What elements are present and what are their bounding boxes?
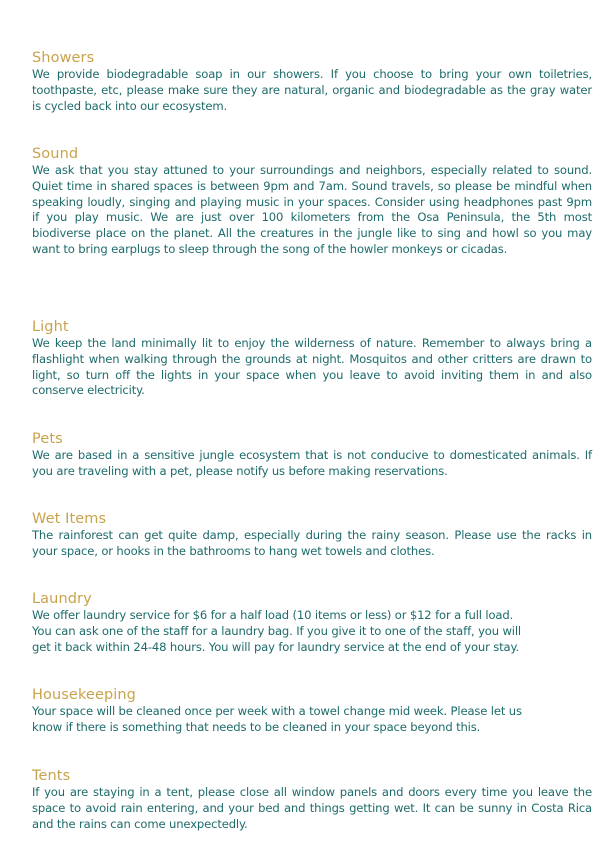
section-showers: [32, 50, 592, 114]
section-body-light: We keep the land minimally lit to enjoy the wilderness of nature. Remember to always bring a flashlight when walking through the grounds at night. Mosquitos and other critters are drawn to light, so turn off the lights in your space when you leave to avoid inviting them in and also conserve electricity.: [32, 336, 592, 398]
laundry-line: get it back within 24-48 hours. You will pay for laundry service at the end of your stay.: [32, 639, 520, 654]
section-body-pets: We are based in a sensitive jungle ecosystem that is not conducive to domesticated animals. If you are traveling with a pet, please notify us before making reservations.: [32, 448, 592, 478]
laundry-line: We offer laundry service for $6 for a half load (10 items or less) or $12 for a full load.: [32, 608, 514, 622]
section-title-light: Light: [32, 319, 69, 335]
housekeeping-line: know if there is something that needs to be cleaned in your space beyond this.: [32, 719, 481, 734]
section-title-tents: Tents: [32, 768, 71, 784]
section-title-wet-items: Wet Items: [32, 511, 107, 527]
section-title-housekeeping: Housekeeping: [32, 687, 136, 703]
section-title-laundry: Laundry: [32, 591, 92, 607]
section-pets: [32, 431, 592, 480]
laundry-line: You can ask one of the staff for a laundry bag. If you give it to one of the staff, you will: [32, 623, 521, 638]
section-body-showers: We provide biodegradable soap in our showers. If you choose to bring your own toiletries, toothpaste, etc, please make sure they are natural, organic and biodegradable as the gray water is cycled back into our ecosystem.: [32, 67, 592, 113]
section-body-sound: We ask that you stay attuned to your surroundings and neighbors, especially related to sound. Quiet time in shared spaces is between 9pm and 7am. Sound travels, so please be mindful when speaking loudly, singing and playing music in your spaces. Consider using headphones past 9pm if you play music. We are just over 100 kilometers from the Osa Peninsula, the 5th most biodiverse place on the planet. All the creatures in the jungle like to sing and howl so you may want to bring earplugs to sleep through the song of the howler monkeys or cicadas.: [32, 163, 592, 256]
section-body-wet-items: The rainforest can get quite damp, especially during the rainy season. Please use the racks in your space, or hooks in the bathrooms to hang wet towels and clothes.: [32, 528, 592, 558]
section-title-sound: Sound: [32, 146, 79, 162]
section-housekeeping: [32, 687, 592, 736]
section-body-laundry: [32, 608, 592, 655]
section-title-showers: Showers: [32, 50, 95, 66]
section-title-pets: Pets: [32, 431, 63, 447]
housekeeping-line: Your space will be cleaned once per week with a towel change mid week. Please let us: [32, 704, 522, 718]
section-tents: [32, 768, 592, 832]
section-laundry: [32, 591, 592, 655]
section-sound: [32, 146, 592, 258]
section-body-tents: If you are staying in a tent, please close all window panels and doors every time you leave the space to avoid rain entering, and your bed and things getting wet. It can be sunny in Costa Rica and the rains can come unexpectedly.: [32, 785, 592, 831]
section-wet-items: [32, 511, 592, 560]
section-body-housekeeping: [32, 704, 592, 736]
section-light: [32, 319, 592, 399]
